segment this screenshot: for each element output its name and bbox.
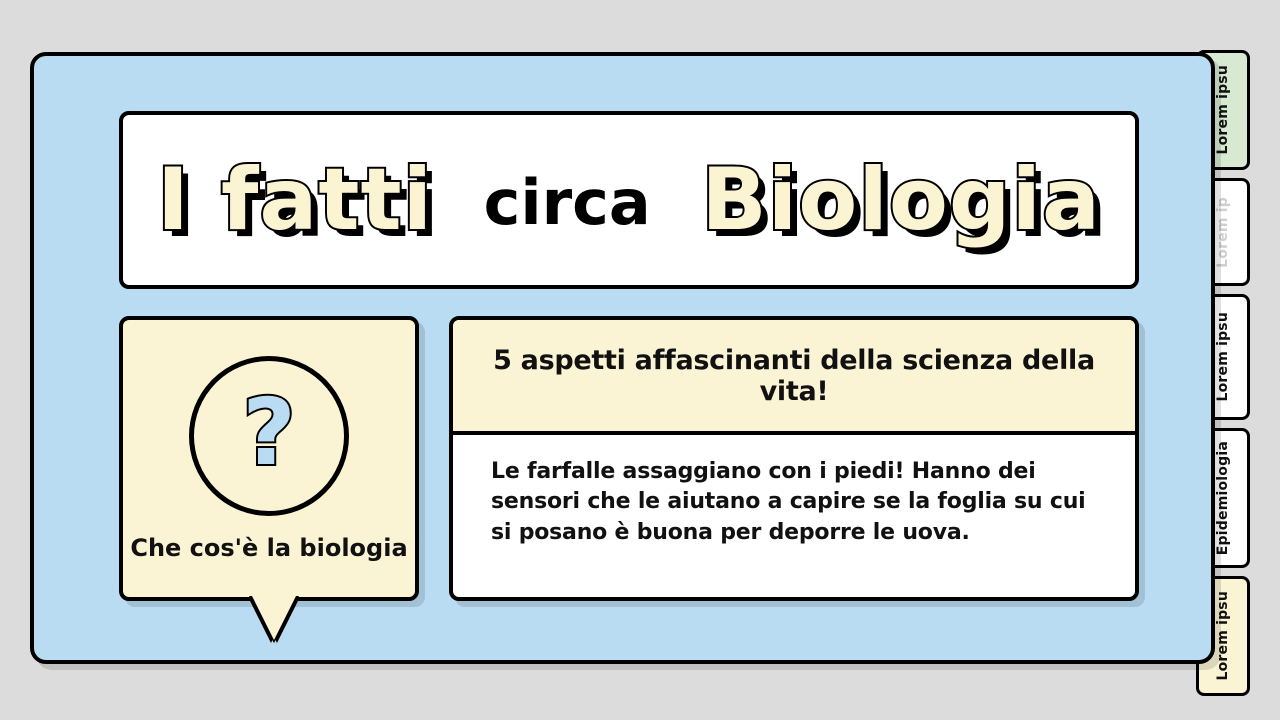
question-mark-icon — [189, 356, 349, 516]
side-tab-1-label: Lorem ipsu — [1215, 65, 1231, 155]
side-tab-5-label: Lorem ipsu — [1215, 591, 1231, 681]
title-word-3: Biologia — [701, 150, 1101, 250]
side-tab-4-label: Epidemiologia — [1215, 440, 1231, 556]
question-card — [119, 316, 419, 601]
content-card-header — [453, 320, 1135, 435]
title-word-1: I fatti — [157, 150, 434, 250]
title-word-2: circa — [483, 166, 651, 239]
content-card-paragraph: Le farfalle assaggiano con i piedi! Hanno dei sensori che le aiutano a capire se la foglia su cui si posano è buona per deporre le uova. — [491, 459, 1086, 545]
content-card-heading: 5 aspetti affascinanti della scienza della vita! — [493, 344, 1095, 407]
question-card-label: Che cos'è la biologia — [130, 533, 408, 562]
main-panel — [30, 52, 1215, 664]
speech-bubble-tail — [252, 596, 296, 640]
side-tab-3-label: Lorem ipsu — [1215, 312, 1231, 402]
title-bar — [119, 111, 1139, 289]
question-mark-glyph: ? — [242, 378, 296, 486]
content-card-body — [453, 435, 1135, 570]
side-tab-2-label: Lorem ip — [1215, 196, 1231, 268]
content-card — [449, 316, 1139, 601]
